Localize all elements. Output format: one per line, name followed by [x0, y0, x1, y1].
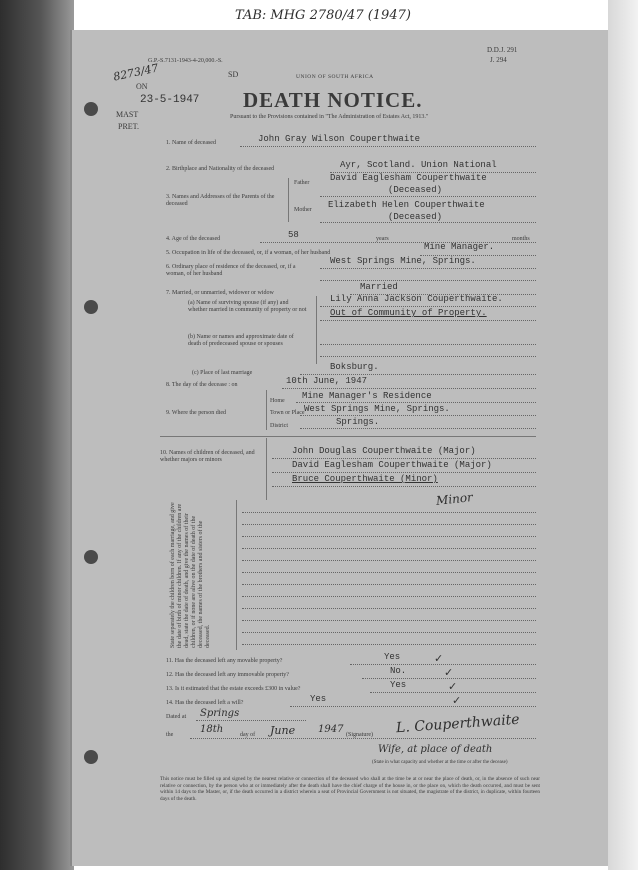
stamp-number: 8273/47	[112, 61, 160, 84]
stamp-right: SD	[228, 70, 239, 79]
punch-hole	[84, 550, 98, 564]
q13-label: 13. Is it estimated that the estate exceeds £300 in value?	[166, 686, 301, 692]
town-value: West Springs Mine, Springs.	[304, 404, 450, 414]
years-label: years	[376, 236, 389, 242]
field-7a-value-1: Lily Anna Jackson Couperthwaite.	[330, 294, 503, 304]
field-6-label: 6. Ordinary place of residence of the deceased, or, if a woman, of her husband	[166, 264, 296, 277]
mother-status: (Deceased)	[388, 212, 443, 222]
field-7-value: Married	[360, 282, 398, 292]
field-3-label: 3. Names and Addresses of the Parents of the deceased	[166, 194, 275, 207]
union-heading: UNION OF SOUTH AFRICA	[296, 74, 374, 80]
file-reference: TAB: MHG 2780/47 (1947)	[235, 8, 411, 23]
field-2-label: 2. Birthplace and Nationality of the deceased	[166, 166, 275, 172]
field-1-label: 1. Name of deceased	[166, 140, 216, 146]
field-7a-label: (a) Name of surviving spouse (if any) and whether married in community of property or not	[188, 300, 307, 313]
field-5-label: 5. Occupation in life of the deceased, or, if a woman, of her husband	[166, 250, 331, 256]
field-7b-label: (b) Name or names and approximate date of death of predeceased spouse or spouses	[188, 334, 294, 347]
child-3: Bruce Couperthwaite (Minor)	[292, 474, 438, 484]
dated-place: Springs	[200, 708, 240, 719]
mother-label: Mother	[294, 207, 312, 213]
field-8-value: 10th June, 1947	[286, 376, 368, 386]
signer-capacity: Wife, at place of death	[378, 744, 493, 755]
page-title: DEATH NOTICE.	[243, 88, 423, 112]
form-code-sub: J. 294	[490, 56, 507, 64]
field-7c-label: (c) Place of last marriage	[192, 370, 253, 376]
check-mark-icon: ✓	[434, 653, 444, 665]
home-value: Mine Manager's Residence	[302, 391, 432, 401]
dated-at-label: Dated at	[166, 714, 187, 720]
field-4-value: 58	[288, 230, 299, 240]
check-mark-icon: ✓	[452, 695, 462, 707]
father-value: David Eaglesham Couperthwaite	[330, 173, 487, 183]
the-label: the	[166, 732, 174, 738]
scan-left-edge	[0, 0, 74, 870]
father-status: (Deceased)	[388, 185, 443, 195]
field-5-value: Mine Manager.	[424, 242, 495, 252]
stamp-date: 23-5-1947	[140, 94, 200, 106]
field-9-label: 9. Where the person died	[166, 410, 227, 416]
check-mark-icon: ✓	[444, 667, 454, 679]
capacity-note: (State in what capacity and whether at the time or after the decease)	[372, 760, 508, 765]
district-value: Springs.	[336, 417, 380, 427]
punch-hole	[84, 300, 98, 314]
page-subtitle: Pursuant to the Provisions contained in "The Administration of Estates Act, 1913."	[230, 114, 429, 120]
day-of-label: day of	[240, 732, 256, 738]
instructions-footnote: This notice must be filled up and signed by the nearest relative or connection of the deceased who shall at the time be at or near the place of death, or, in the absence of such near relative or connection, by the person who at or immediately after the death shall have the chief charge of the house in, or the place on, which the death occurred, and must be sent within 14 days to the Master, or, if the death occurred in a district wherein a seat of Provincial Government is not situated, the magistrate of the district, in duplicate, within fourteen days of the death.	[160, 776, 540, 802]
mother-value: Elizabeth Helen Couperthwaite	[328, 200, 485, 210]
field-7-label: 7. Married, or unmarried, widower or widow	[166, 290, 274, 296]
q12-value: No.	[390, 666, 407, 676]
check-mark-icon: ✓	[448, 681, 458, 693]
father-label: Father	[294, 180, 310, 186]
punch-hole	[84, 102, 98, 116]
form-print-reference: G.P.-S.7131-1943-4-20,000.-S.	[148, 58, 223, 64]
scan-right-edge	[608, 0, 638, 870]
stamp-on: ON	[136, 82, 148, 91]
dated-month: June	[270, 724, 296, 737]
field-1-value: John Gray Wilson Couperthwaite	[258, 134, 421, 144]
signature-label: (Signature)	[346, 732, 373, 738]
home-label: Home	[270, 398, 285, 404]
q12-label: 12. Has the deceased left any immovable property?	[166, 672, 289, 678]
district-label: District	[270, 423, 288, 429]
minor-note: Minor	[435, 490, 474, 508]
q11-label: 11. Has the deceased left any movable property?	[166, 658, 283, 664]
field-2-value: Ayr, Scotland. Union National	[340, 160, 497, 170]
field-10-label: 10. Names of children of deceased, and whether majors or minors	[160, 450, 255, 463]
q11-value: Yes	[384, 652, 401, 662]
child-1: John Douglas Couperthwaite (Major)	[292, 446, 476, 456]
q14-value: Yes	[310, 694, 327, 704]
stamp-left-b: PRET.	[118, 122, 139, 131]
field-4-label: 4. Age of the deceased	[166, 236, 221, 242]
stamp-left-a: MAST	[116, 110, 139, 119]
form-code: D.D.J. 291	[487, 46, 518, 54]
field-6-value: West Springs Mine, Springs.	[330, 256, 476, 266]
field-8-label: 8. The day of the decease : on	[166, 382, 238, 388]
field-7a-value-2: Out of Community of Property.	[330, 308, 487, 318]
q13-value: Yes	[390, 680, 407, 690]
months-label: months	[512, 236, 530, 242]
signature: L. Couperthwaite	[395, 711, 521, 737]
dated-day: 18th	[200, 724, 224, 735]
children-instructions: State separately the children born of each marriage, and give the date of birth of minor children. If any of the children are dead, state the date of death, and give the names of their children, or if none are alive on the date of death of the deceased, the names of the brothers and sisters of the deceased.	[170, 502, 211, 648]
town-label: Town or Place	[270, 410, 305, 416]
field-7c-value: Boksburg.	[330, 362, 379, 372]
punch-hole	[84, 750, 98, 764]
dated-year: 1947	[318, 724, 344, 735]
child-2: David Eaglesham Couperthwaite (Major)	[292, 460, 492, 470]
q14-label: 14. Has the deceased left a will?	[166, 700, 244, 706]
